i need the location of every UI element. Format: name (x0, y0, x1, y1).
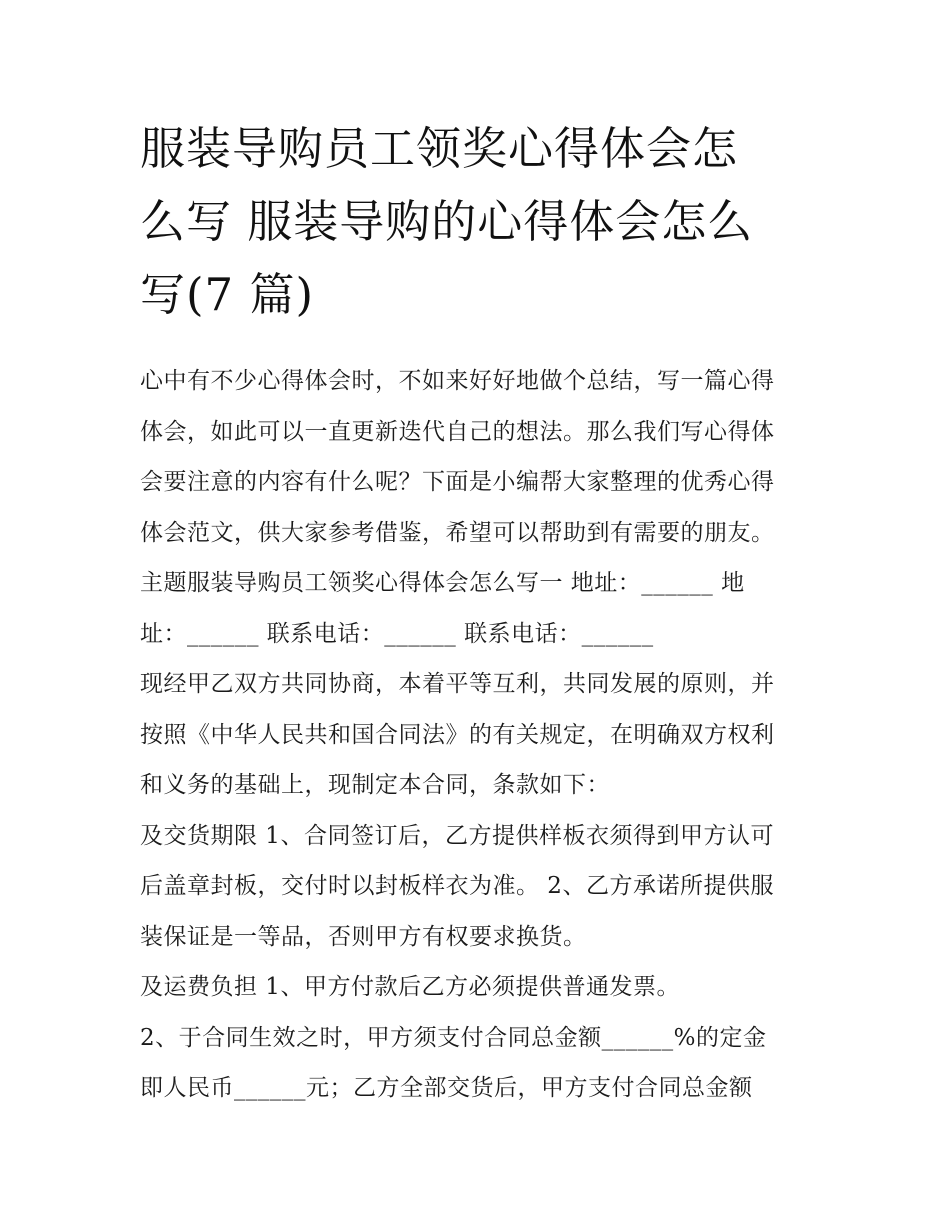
body-line: 体会范文，供大家参考借鉴，希望可以帮助到有需要的朋友。 (140, 519, 775, 546)
body-line: 装保证是一等品，否则甲方有权要求换货。 (140, 923, 587, 950)
body-line: 及运费负担 1、甲方付款后乙方必须提供普通发票。 (140, 974, 680, 1000)
body-line: 现经甲乙双方共同协商，本着平等互利，共同发展的原则，并 (140, 671, 775, 697)
body-line: 按照《中华人民共和国合同法》的有关规定，在明确双方权利 (140, 721, 775, 748)
document-body (140, 356, 820, 1114)
title-line: 服装导购员工领奖心得体会怎 (140, 122, 739, 175)
body-line: 心中有不少心得体会时，不如来好好地做个总结，写一篇心得 (140, 368, 775, 394)
body-line: 和义务的基础上，现制定本合同，条款如下： (140, 772, 610, 798)
body-line: 址：______ 联系电话：______ 联系电话：______ (140, 620, 654, 647)
title-line: 写(7 篇) (140, 268, 315, 321)
body-line: 2、于合同生效之时，甲方须支付合同总金额______%的定金 (140, 1024, 767, 1051)
body-line: 体会，如此可以一直更新迭代自己的想法。那么我们写心得体 (140, 418, 775, 445)
title-line: 么写 服装导购的心得体会怎么 (140, 195, 754, 248)
body-line: 主题服装导购员工领奖心得体会怎么写一 地址：______ 地 (140, 570, 745, 596)
body-line: 即人民币______元；乙方全部交货后，甲方支付合同总金额 (140, 1075, 753, 1101)
body-line: 及交货期限 1、合同签订后，乙方提供样板衣须得到甲方认可 (140, 822, 774, 849)
document-title (140, 112, 820, 331)
body-line: 会要注意的内容有什么呢？下面是小编帮大家整理的优秀心得 (140, 469, 775, 495)
body-line: 后盖章封板，交付时以封板样衣为准。 2、乙方承诺所提供服 (140, 873, 774, 899)
